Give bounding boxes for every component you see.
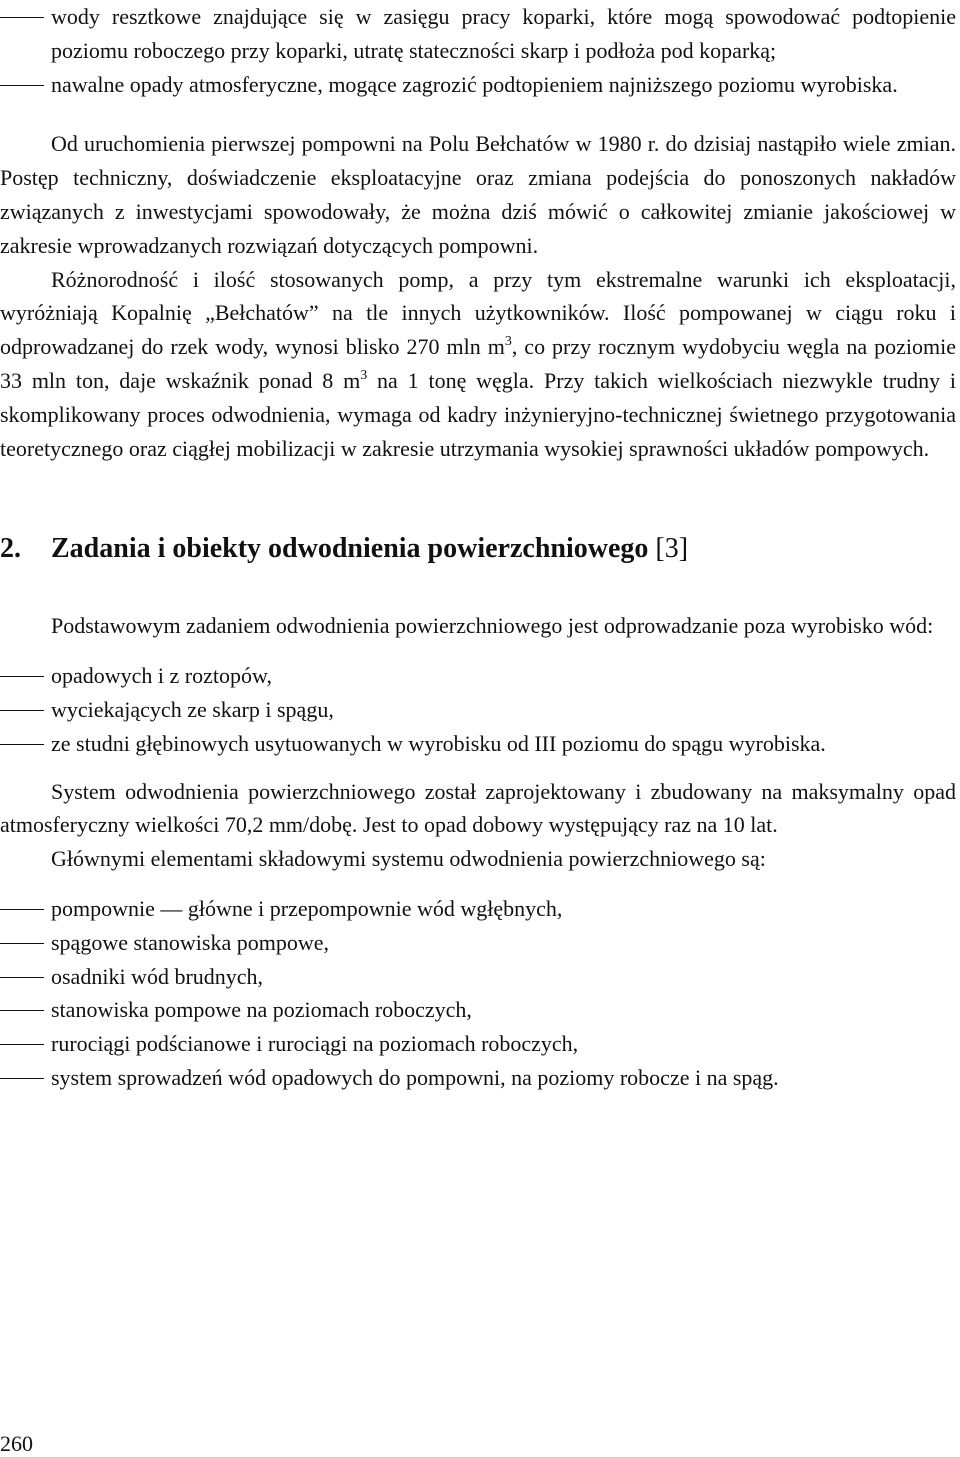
- spacer: [0, 876, 956, 892]
- list-item: [0, 993, 956, 1027]
- paragraph: Podstawowym zadaniem odwodnienia powierzchniowego jest odprowadzanie poza wyrobisko wód:: [51, 613, 934, 639]
- section-number: 2.: [0, 533, 21, 565]
- text-run: Różnorodność i ilość stosowanych pomp, a przy tym ekstremalne warunki ich eksploatacji, wyróżniają Kopalnię „Bełchatów” na tle innych użytkowników. Ilość pompowanej w ciągu roku i odprowadzanej do rzek wody, wynosi blisko 270 mln m: [0, 266, 956, 360]
- list-item: [0, 0, 956, 68]
- water-list: [0, 659, 956, 760]
- list-item-text: pompownie — główne i przepompownie wód wgłębnych,: [51, 895, 563, 921]
- dash-bullet: [0, 1010, 44, 1011]
- dash-bullet: [0, 744, 44, 745]
- list-item-text: stanowiska pompowe na poziomach roboczych,: [51, 997, 472, 1023]
- section-reference: [3]: [655, 533, 689, 565]
- list-item: [0, 1027, 956, 1061]
- list-item: [0, 693, 956, 727]
- spacer: [0, 101, 956, 127]
- list-item: [0, 926, 956, 960]
- list-item-text: wody resztkowe znajdujące się w zasięgu pracy koparki, które mogą spowodować podtopienie poziomu roboczego przy koparki, utratę stateczności skarp i podłoża pod koparką;: [51, 4, 956, 63]
- section-heading: [0, 531, 956, 567]
- superscript: 3: [360, 367, 368, 383]
- paragraph: Głównymi elementami składowymi systemu odwodnienia powierzchniowego są:: [51, 846, 766, 872]
- list-item-text: system sprowadzeń wód opadowych do pompowni, na poziomy robocze i na spąg.: [51, 1064, 779, 1090]
- list-item-text: spągowe stanowiska pompowe,: [51, 929, 330, 955]
- list-item: [0, 727, 956, 761]
- spacer: [0, 465, 956, 531]
- list-item-text: rurociągi podścianowe i rurociągi na poziomach roboczych,: [51, 1031, 579, 1057]
- dash-bullet: [0, 1044, 44, 1045]
- list-item: [0, 659, 956, 693]
- superscript: 3: [504, 334, 512, 350]
- intro-list: [0, 0, 956, 101]
- spacer: [0, 567, 956, 609]
- page-number: 260: [0, 1431, 33, 1456]
- dash-bullet: [0, 710, 44, 711]
- list-item-text: nawalne opady atmosferyczne, mogące zagrozić podtopieniem najniższego poziomu wyrobiska.: [51, 71, 898, 97]
- dash-bullet: [0, 1078, 44, 1079]
- paragraph: Od uruchomienia pierwszej pompowni na Polu Bełchatów w 1980 r. do dzisiaj nastąpiło wiele zmian. Postęp techniczny, doświadczenie eksploatacyjne oraz zmiana podejścia do ponoszonych nakładów związanych z inwestycjami spowodowały, że można dziś mówić o całkowitej zmianie jakościowej w zakresie wprowadzanych rozwiązań dotyczących pompowni.: [0, 131, 956, 258]
- spacer: [0, 643, 956, 659]
- dash-bullet: [0, 909, 44, 910]
- list-item: [0, 892, 956, 926]
- list-item-text: osadniki wód brudnych,: [51, 963, 264, 989]
- dash-bullet: [0, 17, 44, 18]
- text-run: , co przy rocznym wydobyciu węgla na poziomie 33 mln ton, daje wskaźnik ponad 8 m: [0, 334, 956, 393]
- elements-list: [0, 892, 956, 1095]
- list-item-text: ze studni głębinowych usytuowanych w wyrobisku od III poziomu do spągu wyrobiska.: [51, 730, 826, 756]
- paragraph: System odwodnienia powierzchniowego został zaprojektowany i zbudowany na maksymalny opad atmosferyczny wielkości 70,2 mm/dobę. Jest to opad dobowy występujący raz na 10 lat.: [0, 778, 956, 838]
- list-item: [0, 1061, 956, 1095]
- section-title: Zadania i obiekty odwodnienia powierzchniowego: [51, 533, 649, 565]
- spacer: [0, 761, 956, 775]
- text-run: na 1 tonę węgla. Przy takich wielkościach niezwykle trudny i skomplikowany proces odwodnienia, wymaga od kadry inżynieryjno-technicznej świetnego przygotowania teoretycznego oraz ciągłej mobilizacji w zakresie utrzymania wysokiej sprawności układów pompowych.: [0, 367, 956, 461]
- dash-bullet: [0, 943, 44, 944]
- list-item: [0, 68, 956, 102]
- list-item-text: opadowych i z roztopów,: [51, 663, 272, 689]
- dash-bullet: [0, 85, 44, 86]
- dash-bullet: [0, 977, 44, 978]
- dash-bullet: [0, 676, 44, 677]
- list-item: [0, 960, 956, 994]
- paragraph: [0, 263, 956, 466]
- list-item-text: wyciekających ze skarp i spągu,: [51, 696, 334, 722]
